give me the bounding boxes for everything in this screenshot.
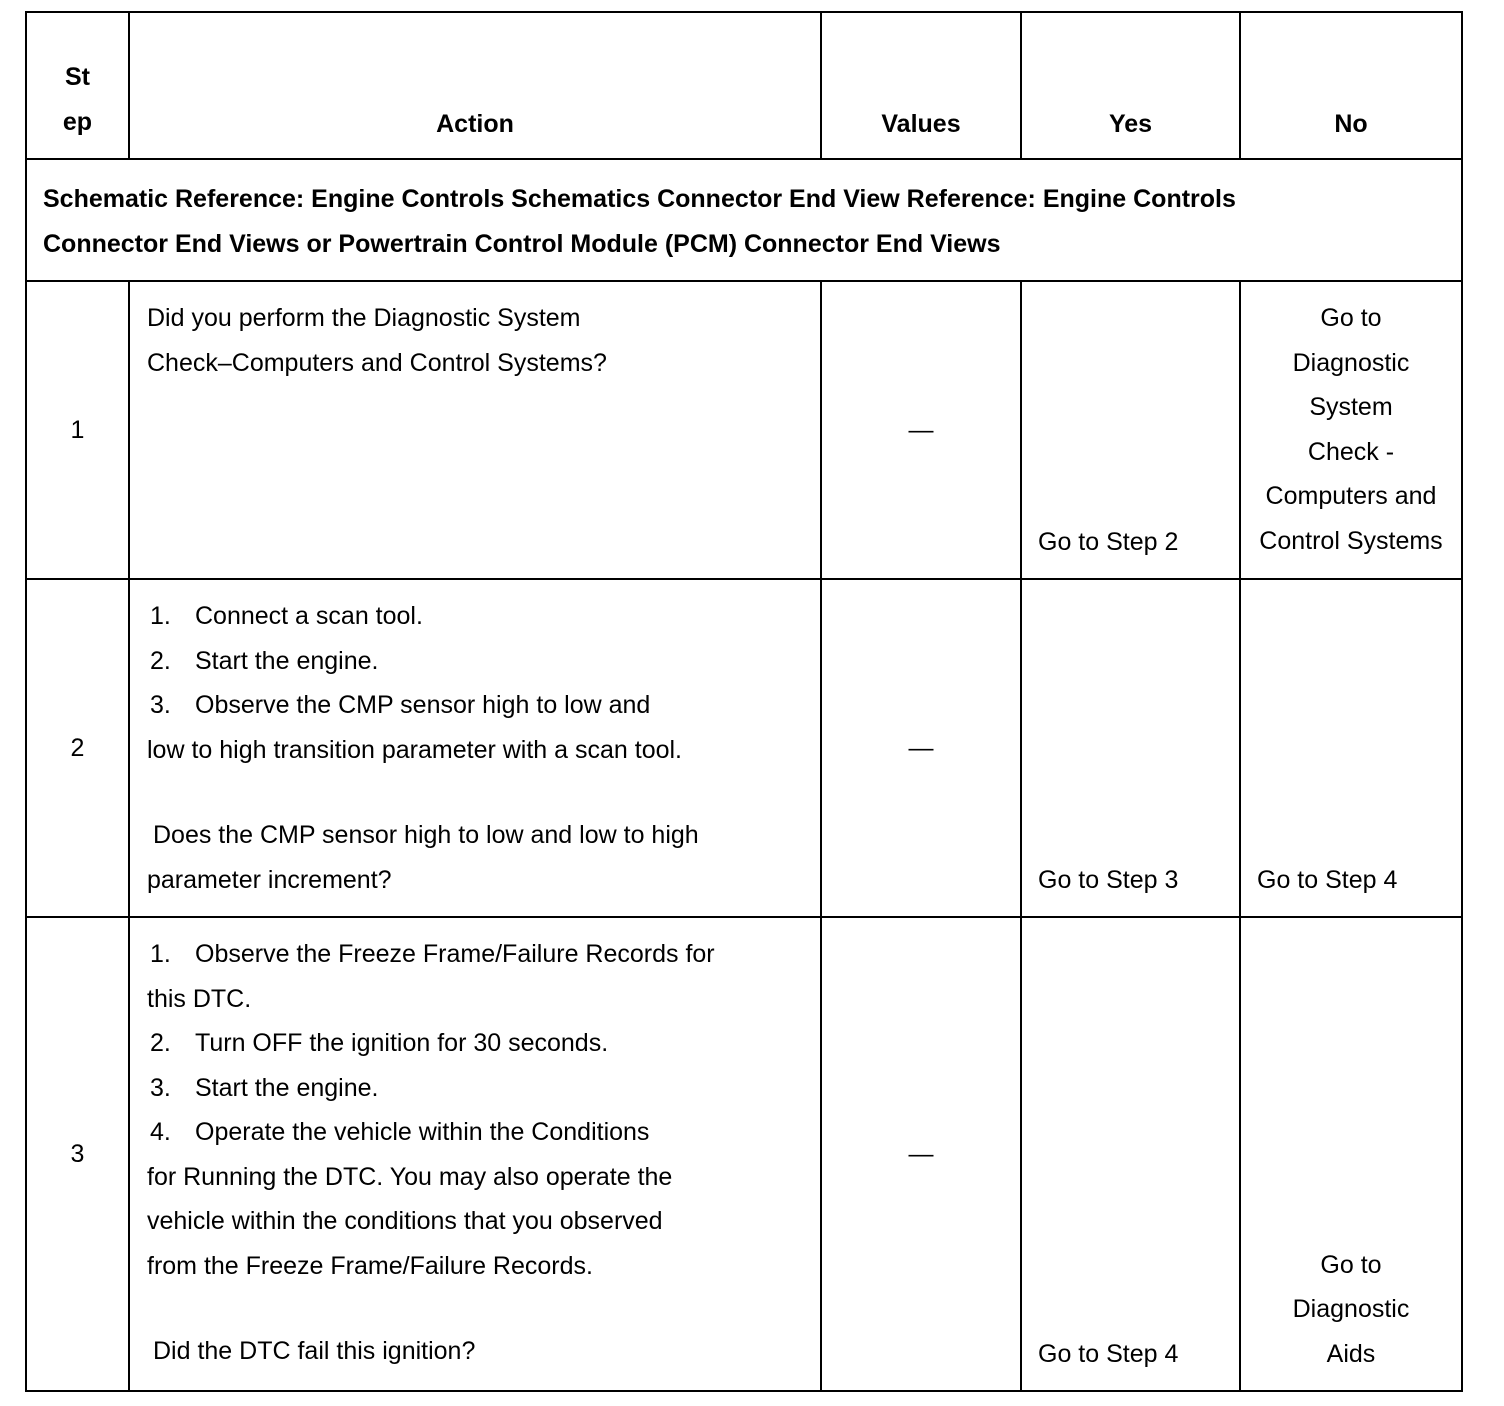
- no-line: System: [1309, 393, 1393, 421]
- no-line: Go to: [1320, 1250, 1382, 1279]
- header-action: Action: [129, 12, 821, 159]
- values-cell: —: [821, 579, 1021, 917]
- header-row: [26, 12, 1462, 159]
- table-row: [26, 281, 1462, 579]
- action-item: 3. Start the engine.: [150, 1073, 379, 1102]
- yes-link[interactable]: Go to Step 3: [1021, 579, 1240, 917]
- action-line: for Running the DTC. You may also operate the: [147, 1162, 673, 1191]
- no-line: Go to: [1320, 304, 1382, 332]
- reference-row: [26, 159, 1462, 281]
- yes-link[interactable]: Go to Step 4: [1021, 917, 1240, 1391]
- action-item: 4. Operate the vehicle within the Conditions: [150, 1118, 650, 1146]
- action-cell: [129, 281, 821, 579]
- values-cell: —: [821, 917, 1021, 1391]
- question-line: Does the CMP sensor high to low and low to high: [153, 821, 699, 849]
- header-yes: Yes: [1021, 12, 1240, 159]
- no-link[interactable]: [1240, 281, 1462, 579]
- action-line: Check–Computers and Control Systems?: [147, 348, 607, 377]
- table-row: [26, 917, 1462, 1391]
- action-line: vehicle within the conditions that you observed: [147, 1207, 663, 1235]
- question-line: parameter increment?: [147, 865, 392, 894]
- question-line: Did the DTC fail this ignition?: [153, 1337, 476, 1365]
- reference-line-1: Schematic Reference: Engine Controls Schematics Connector End View Reference: Engine Controls: [43, 185, 1236, 213]
- no-line: Control Systems: [1259, 526, 1443, 555]
- no-line: Aids: [1326, 1339, 1376, 1368]
- action-item: 1. Observe the Freeze Frame/Failure Records for: [150, 940, 715, 968]
- no-line: Computers and: [1265, 482, 1437, 510]
- action-cell: [129, 579, 821, 917]
- action-line: from the Freeze Frame/Failure Records.: [147, 1251, 593, 1280]
- action-item: 2. Turn OFF the ignition for 30 seconds.: [150, 1029, 609, 1057]
- action-cell: [129, 917, 821, 1391]
- action-line: low to high transition parameter with a scan tool.: [147, 735, 682, 764]
- action-item: 3. Observe the CMP sensor high to low and: [150, 691, 651, 719]
- step-number: 2: [26, 579, 129, 917]
- header-step: St ep: [26, 12, 129, 159]
- no-line: Diagnostic: [1292, 348, 1410, 377]
- step-number: 1: [26, 281, 129, 579]
- action-item: 1. Connect a scan tool.: [150, 602, 423, 630]
- reference-cell: [26, 159, 1462, 281]
- action-line: Did you perform the Diagnostic System: [147, 304, 581, 332]
- no-link[interactable]: [1240, 917, 1462, 1391]
- no-line: Check -: [1307, 437, 1395, 466]
- table-row: [26, 579, 1462, 917]
- no-line: Diagnostic: [1292, 1295, 1410, 1323]
- header-values: Values: [821, 12, 1021, 159]
- values-cell: —: [821, 281, 1021, 579]
- action-item: 2. Start the engine.: [150, 646, 379, 675]
- diagnostic-table: [25, 11, 1463, 1392]
- reference-line-2: Connector End Views or Powertrain Control Module (PCM) Connector End Views: [43, 229, 1001, 258]
- action-line: this DTC.: [147, 984, 252, 1013]
- no-link[interactable]: Go to Step 4: [1240, 579, 1462, 917]
- yes-link[interactable]: Go to Step 2: [1021, 281, 1240, 579]
- step-number: 3: [26, 917, 129, 1391]
- header-no: No: [1240, 12, 1462, 159]
